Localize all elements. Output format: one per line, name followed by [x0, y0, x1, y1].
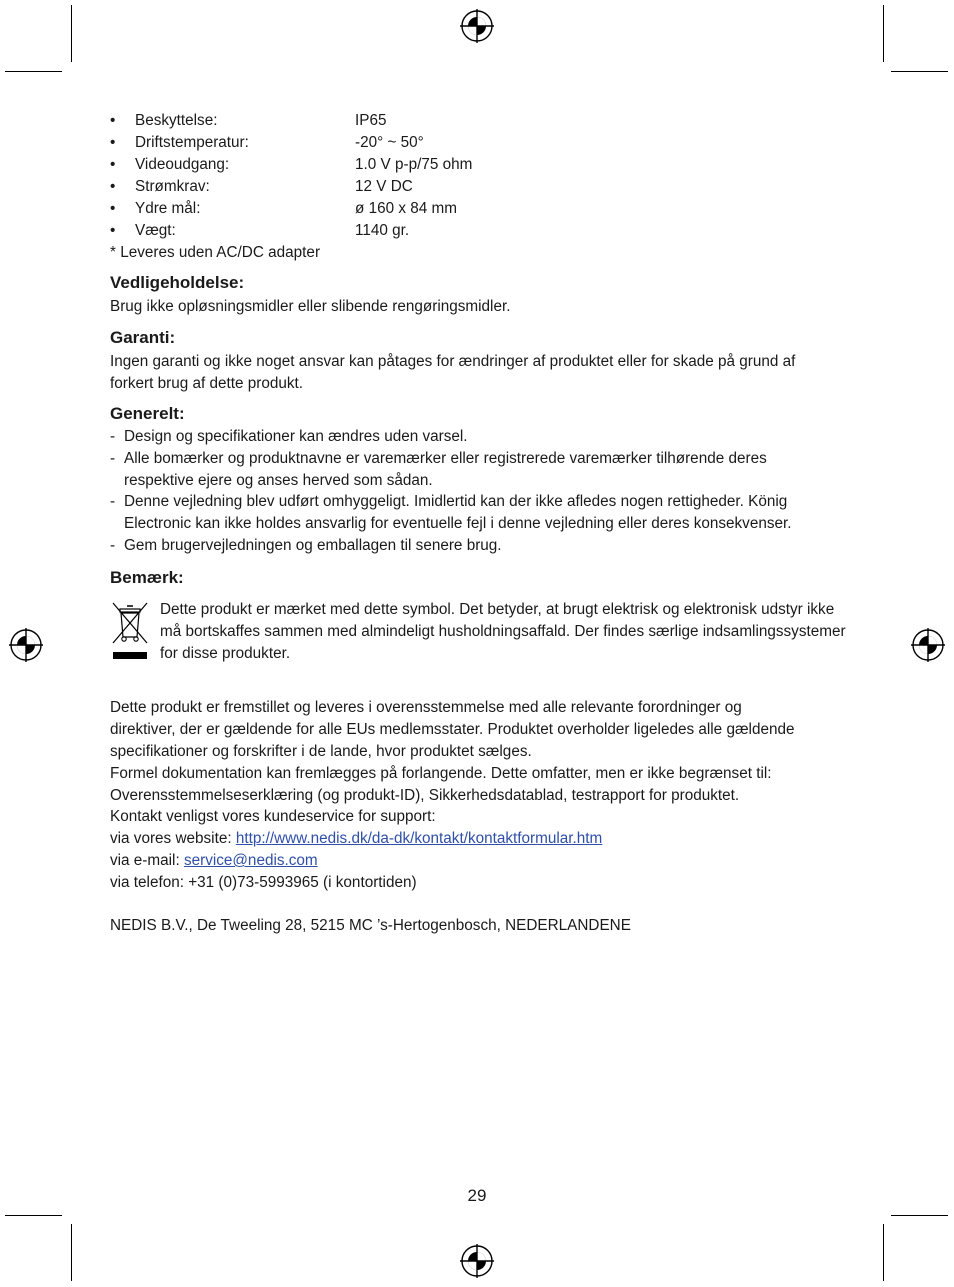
email-prefix: via e-mail:	[110, 852, 184, 869]
note-heading: Bemærk:	[110, 568, 184, 587]
bullet: •	[110, 222, 116, 239]
email-line	[110, 852, 318, 870]
crop-mark-top-right-horizontal	[891, 71, 948, 72]
spec-label: Strømkrav:	[135, 178, 210, 195]
spec-value: 1.0 V p-p/75 ohm	[355, 156, 473, 173]
general-item-text: Alle bomærker og produktnavne er varemærker eller registrerede varemærker tilhørende deres respektive ejere og anses herved som sådan.	[124, 450, 767, 489]
compliance-line: specifikationer og forskrifter i de lande, hvor produktet sælges.	[110, 743, 532, 760]
crossed-out-wheelie-bin-icon	[109, 601, 151, 663]
general-item	[110, 426, 850, 448]
compliance-line: direktiver, der er gældende for alle EUs medlemsstater. Produktet overholder ligeledes alle gældende	[110, 721, 795, 738]
website-link[interactable]: http://www.nedis.dk/da-dk/kontakt/kontaktformular.htm	[235, 830, 603, 847]
crop-mark-top-right-vertical	[883, 5, 884, 62]
bullet: •	[110, 156, 116, 173]
spec-value: -20° ~ 50°	[355, 134, 424, 151]
spec-note: * Leveres uden AC/DC adapter	[110, 244, 321, 261]
bullet: •	[110, 134, 116, 151]
maintenance-heading: Vedligeholdelse:	[110, 273, 245, 292]
spec-label: Vægt:	[135, 222, 176, 239]
email-link[interactable]: service@nedis.com	[183, 852, 318, 869]
general-item-text: Gem brugervejledningen og emballagen til senere brug.	[124, 537, 502, 554]
spec-value: ø 160 x 84 mm	[355, 200, 458, 217]
bullet: •	[110, 178, 116, 195]
registration-mark-left-icon	[9, 628, 43, 662]
warranty-text-line-2: forkert brug af dette produkt.	[110, 375, 304, 392]
warranty-text-line-1: Ingen garanti og ikke noget ansvar kan påtages for ændringer af produktet eller for skade på grund af	[110, 353, 796, 370]
spec-label: Driftstemperatur:	[135, 134, 249, 151]
spec-label: Ydre mål:	[135, 200, 201, 217]
general-item-text: Denne vejledning blev udført omhyggeligt. Imidlertid kan der ikke afledes nogen rettigheder. König Electronic kan ikke holdes ansvarlig for eventuelle fejl i denne vejledning eller deres konsekvenser.	[124, 493, 792, 532]
spec-label: Beskyttelse:	[135, 112, 218, 129]
dash-marker: -	[110, 428, 116, 445]
phone-line: via telefon: +31 (0)73-5993965 (i kontortiden)	[110, 874, 417, 891]
website-prefix: via vores website:	[110, 830, 236, 847]
crop-mark-bottom-right-vertical	[883, 1224, 884, 1281]
compliance-line: Overensstemmelseserklæring (og produkt-ID), Sikkerhedsdatablad, testrapport for produktet.	[110, 787, 740, 804]
dash-marker: -	[110, 537, 116, 554]
maintenance-text: Brug ikke opløsningsmidler eller slibende rengøringsmidler.	[110, 298, 511, 315]
spec-value: 12 V DC	[355, 178, 413, 195]
general-item	[110, 491, 850, 535]
general-item	[110, 535, 850, 557]
compliance-line: Formel dokumentation kan fremlægges på forlangende. Dette omfatter, men er ikke begrænset til:	[110, 765, 772, 782]
spec-label: Videoudgang:	[135, 156, 230, 173]
spec-value: IP65	[355, 112, 387, 129]
crop-mark-bottom-right-horizontal	[891, 1215, 948, 1216]
bullet: •	[110, 112, 116, 129]
dash-marker: -	[110, 450, 116, 467]
registration-mark-bottom-icon	[460, 1244, 494, 1278]
weee-notice-text: Dette produkt er mærket med dette symbol. Det betyder, at brugt elektrisk og elektronisk udstyr ikke må bortskaffes sammen med almindeligt husholdningsaffald. Der findes særlige indsamlingssystemer for disse produkter.	[160, 601, 846, 662]
warranty-heading: Garanti:	[110, 328, 176, 347]
general-heading: Generelt:	[110, 404, 185, 423]
bullet: •	[110, 200, 116, 217]
compliance-line: Kontakt venligst vores kundeservice for support:	[110, 808, 436, 825]
crop-mark-bottom-left-vertical	[71, 1224, 72, 1281]
page-number: 29	[467, 1186, 487, 1205]
compliance-line: Dette produkt er fremstillet og leveres i overensstemmelse med alle relevante forordninger og	[110, 699, 742, 716]
crop-mark-top-left-horizontal	[5, 71, 62, 72]
website-line	[110, 830, 602, 848]
crop-mark-bottom-left-horizontal	[5, 1215, 62, 1216]
company-address: NEDIS B.V., De Tweeling 28, 5215 MC ’s-Hertogenbosch, NEDERLANDENE	[110, 917, 631, 934]
general-item	[110, 448, 850, 492]
registration-mark-top-icon	[460, 9, 494, 43]
registration-mark-right-icon	[911, 628, 945, 662]
dash-marker: -	[110, 493, 116, 510]
spec-value: 1140 gr.	[355, 222, 410, 239]
general-item-text: Design og specifikationer kan ændres uden varsel.	[124, 428, 468, 445]
crop-mark-top-left-vertical	[71, 5, 72, 62]
